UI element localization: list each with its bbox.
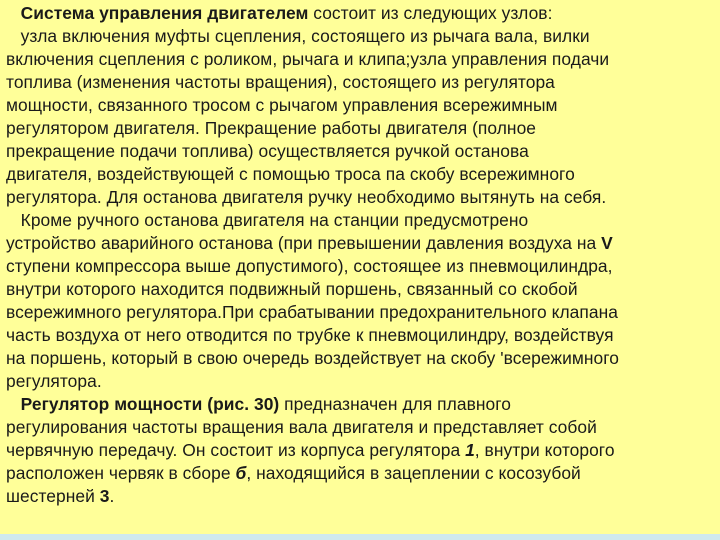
bold-text: б	[235, 463, 247, 483]
text-line	[6, 48, 714, 71]
text-line	[6, 370, 714, 393]
text-run: устройство аварийного останова (при превышении давления воздуха на	[6, 233, 602, 253]
text-run: состоит из следующих узлов:	[308, 3, 553, 23]
text-line	[6, 439, 714, 462]
text-run: регулирования частоты вращения вала двигателя и представляет собой	[6, 417, 597, 437]
text-line	[6, 140, 714, 163]
text-run: Кроме ручного останова двигателя на станции предусмотрено	[6, 210, 529, 230]
text-line	[6, 117, 714, 140]
text-run: ступени компрессора выше допустимого), состоящее из пневмоцилиндра,	[6, 256, 613, 276]
text-line	[6, 186, 714, 209]
text-run: регулятора.	[6, 371, 102, 391]
text-run: , находящийся в зацеплении с косозубой	[246, 463, 581, 483]
text-run: топлива (изменения частоты вращения), состоящего из регулятора	[6, 72, 555, 92]
text-line	[6, 278, 714, 301]
text-run: двигателя, воздействующей с помощью троса па скобу всережимного	[6, 164, 575, 184]
text-line	[6, 209, 714, 232]
bottom-strip	[0, 534, 720, 540]
text-line	[6, 232, 714, 255]
text-line	[6, 462, 714, 485]
text-run: предназначен для плавного	[279, 394, 511, 414]
text-run: внутри которого находится подвижный поршень, связанный со скобой	[6, 279, 578, 299]
text-line	[6, 255, 714, 278]
text-run: регулятором двигателя. Прекращение работы двигателя (полное	[6, 118, 537, 138]
text-line	[6, 2, 714, 25]
text-line	[6, 485, 714, 508]
text-line	[6, 324, 714, 347]
text-run	[6, 3, 21, 23]
text-run: шестерней	[6, 486, 100, 506]
text-line	[6, 301, 714, 324]
bold-text: 1	[465, 440, 475, 460]
text-line	[6, 347, 714, 370]
text-line	[6, 25, 714, 48]
bold-text: V	[601, 233, 613, 253]
text-run: червячную передачу. Он состоит из корпуса регулятора	[6, 440, 466, 460]
bold-text: Регулятор мощности (рис. 30)	[20, 394, 280, 414]
text-line	[6, 71, 714, 94]
body-text	[6, 2, 714, 508]
text-run: регулятора. Для останова двигателя ручку необходимо вытянуть на себя.	[6, 187, 607, 207]
bold-text: Система управления двигателем	[20, 3, 309, 23]
text-line	[6, 416, 714, 439]
text-run	[6, 394, 21, 414]
text-run: прекращение подачи топлива) осуществляется ручкой останова	[6, 141, 529, 161]
text-run: узла включения муфты сцепления, состоящего из рычага вала, вилки	[6, 26, 590, 46]
bold-text: 3	[99, 486, 110, 506]
text-line	[6, 94, 714, 117]
text-run: на поршень, который в свою очередь воздействует на скобу 'всережимного	[6, 348, 619, 368]
text-run: расположен червяк в сборе	[6, 463, 236, 483]
text-run: .	[109, 486, 115, 506]
text-line	[6, 393, 714, 416]
text-run: мощности, связанного тросом с рычагом управления всережимным	[6, 95, 558, 115]
text-line	[6, 163, 714, 186]
text-run: всережимного регулятора.При срабатывании предохранительного клапана	[6, 302, 618, 322]
text-run: включения сцепления с роликом, рычага и клипа;узла управления подачи	[6, 49, 610, 69]
text-run: , внутри которого	[474, 440, 615, 460]
text-run: часть воздуха от него отводится по трубке к пневмоцилиндру, воздействуя	[6, 325, 614, 345]
